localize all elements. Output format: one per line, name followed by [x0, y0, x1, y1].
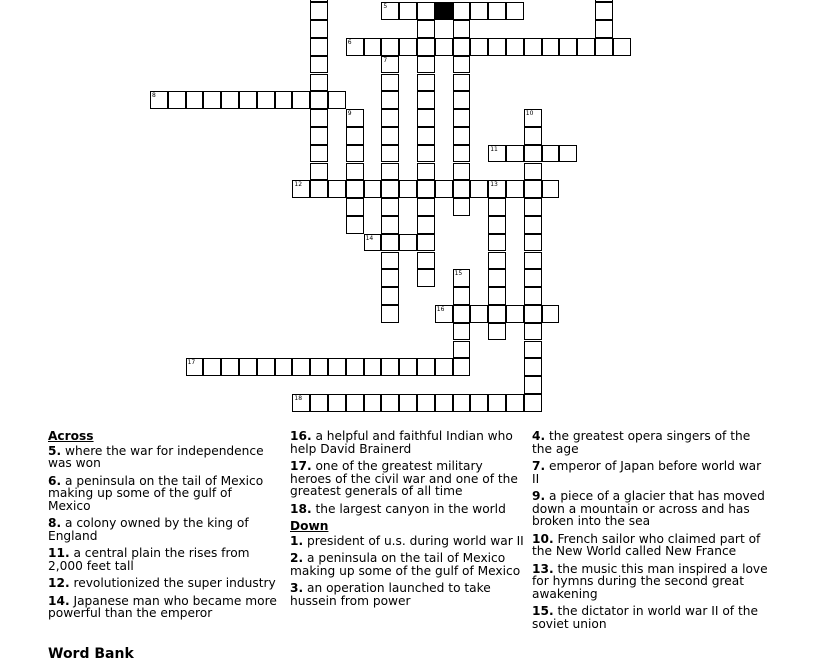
crossword-cell[interactable] — [346, 394, 364, 412]
crossword-cell[interactable] — [310, 127, 328, 145]
crossword-cell[interactable] — [524, 252, 542, 270]
crossword-cell[interactable] — [417, 91, 435, 109]
crossword-cell[interactable] — [435, 180, 453, 198]
crossword-cell[interactable] — [488, 394, 506, 412]
crossword-cell[interactable] — [292, 91, 310, 109]
clues-column-2 — [290, 430, 525, 612]
crossword-cell[interactable] — [150, 91, 168, 109]
crossword-cell[interactable] — [559, 145, 577, 163]
crossword-cell[interactable] — [453, 180, 471, 198]
crossword-cell[interactable] — [542, 38, 560, 56]
crossword-cell[interactable] — [381, 394, 399, 412]
cell-number: 5 — [383, 3, 388, 11]
crossword-cell[interactable] — [435, 358, 453, 376]
crossword-cell[interactable] — [453, 127, 471, 145]
crossword-cell[interactable] — [381, 252, 399, 270]
crossword-cell[interactable] — [417, 216, 435, 234]
crossword-cell[interactable] — [524, 376, 542, 394]
crossword-cell[interactable] — [488, 269, 506, 287]
crossword-cell[interactable] — [381, 305, 399, 323]
crossword-cell[interactable] — [470, 38, 488, 56]
crossword-cell[interactable] — [168, 91, 186, 109]
crossword-cell[interactable] — [381, 127, 399, 145]
crossword-cell[interactable] — [328, 180, 346, 198]
clues-column-1 — [48, 430, 278, 625]
crossword-cell[interactable] — [524, 323, 542, 341]
clue-across-6: 6. a peninsula on the tail of Mexico making up some of the gulf of Mexico — [48, 473, 264, 513]
crossword-cell[interactable] — [417, 198, 435, 216]
cell-number: 15 — [454, 270, 463, 278]
crossword-cell[interactable] — [346, 198, 364, 216]
crossword-cell[interactable] — [488, 198, 506, 216]
crossword-cell[interactable] — [453, 38, 471, 56]
crossword-cell[interactable] — [453, 109, 471, 127]
crossword-cell[interactable] — [310, 38, 328, 56]
crossword-cell[interactable] — [346, 163, 364, 181]
cell-number: 14 — [365, 234, 374, 242]
crossword-cell[interactable] — [488, 234, 506, 252]
crossword-cell[interactable] — [364, 234, 382, 252]
crossword-cell[interactable] — [292, 180, 310, 198]
cell-number: 8 — [152, 92, 156, 100]
crossword-cell[interactable] — [186, 91, 204, 109]
crossword-cell[interactable] — [524, 216, 542, 234]
crossword-cell[interactable] — [506, 180, 524, 198]
crossword-cell[interactable] — [364, 394, 382, 412]
crossword-cell[interactable] — [346, 145, 364, 163]
crossword-block-cell — [435, 2, 453, 20]
cell-number: 9 — [347, 110, 352, 118]
clue-down-15: 15. the dictator in world war II of the soviet union — [532, 604, 758, 631]
crossword-cell[interactable] — [381, 234, 399, 252]
crossword-cell[interactable] — [346, 180, 364, 198]
crossword-cell[interactable] — [417, 2, 435, 20]
clue-across-16: 16. a helpful and faithful Indian who help David Brainerd — [290, 429, 513, 456]
crossword-cell[interactable] — [417, 252, 435, 270]
crossword-cell[interactable] — [310, 358, 328, 376]
crossword-cell[interactable] — [453, 91, 471, 109]
crossword-cell[interactable] — [417, 358, 435, 376]
crossword-cell[interactable] — [453, 394, 471, 412]
crossword-cell[interactable] — [346, 109, 364, 127]
crossword-cell[interactable] — [453, 305, 471, 323]
crossword-cell[interactable] — [381, 269, 399, 287]
clue-down-4: 4. the greatest opera singers of the the age — [532, 429, 751, 456]
crossword-cell[interactable] — [577, 38, 595, 56]
clue-across-17: 17. one of the greatest military heroes of the civil war and one of the greatest generals of all time — [290, 459, 518, 498]
crossword-cell[interactable] — [346, 127, 364, 145]
crossword-cell[interactable] — [310, 394, 328, 412]
clue-across-11: 11. a central plain the rises from 2,000 feet tall — [48, 546, 250, 573]
crossword-cell[interactable] — [506, 2, 524, 20]
crossword-cell[interactable] — [381, 163, 399, 181]
clue-down-9: 9. a piece of a glacier that has moved down a mountain or across and has broken into the sea — [532, 489, 765, 528]
crossword-cell[interactable] — [524, 287, 542, 305]
clue-across-18: 18. the largest canyon in the world — [290, 501, 506, 516]
crossword-cell[interactable] — [417, 163, 435, 181]
crossword-cell[interactable] — [310, 2, 328, 20]
crossword-cell[interactable] — [292, 394, 310, 412]
crossword-cell[interactable] — [506, 38, 524, 56]
crossword-cell[interactable] — [364, 358, 382, 376]
crossword-cell[interactable] — [595, 38, 613, 56]
crossword-cell[interactable] — [417, 56, 435, 74]
crossword-cell[interactable] — [470, 2, 488, 20]
crossword-cell[interactable] — [381, 358, 399, 376]
crossword-cell[interactable] — [257, 358, 275, 376]
crossword-cell[interactable] — [310, 163, 328, 181]
crossword-cell[interactable] — [186, 358, 204, 376]
crossword-cell[interactable] — [292, 358, 310, 376]
across-heading: Across — [48, 429, 94, 443]
clue-down-7: 7. emperor of Japan before world war II — [532, 459, 762, 486]
crossword-cell[interactable] — [381, 216, 399, 234]
crossword-cell[interactable] — [417, 234, 435, 252]
crossword-cell[interactable] — [595, 2, 613, 20]
clues-column-3 — [532, 430, 772, 635]
crossword-cell[interactable] — [524, 269, 542, 287]
crossword-cell[interactable] — [399, 358, 417, 376]
crossword-cell[interactable] — [559, 38, 577, 56]
clue-across-14: 14. Japanese man who became more powerful than the emperor — [48, 593, 277, 620]
crossword-cell[interactable] — [310, 20, 328, 38]
clue-down-2: 2. a peninsula on the tail of Mexico making up some of the gulf of Mexico — [290, 551, 521, 578]
crossword-cell[interactable] — [417, 127, 435, 145]
crossword-cell[interactable] — [542, 305, 560, 323]
clue-down-1: 1. president of u.s. during world war II — [290, 533, 524, 548]
crossword-cell[interactable] — [453, 163, 471, 181]
crossword-cell[interactable] — [435, 38, 453, 56]
crossword-cell[interactable] — [435, 394, 453, 412]
crossword-cell[interactable] — [381, 145, 399, 163]
crossword-cell[interactable] — [524, 109, 542, 127]
crossword-cell[interactable] — [346, 358, 364, 376]
crossword-cell[interactable] — [381, 109, 399, 127]
crossword-cell[interactable] — [417, 74, 435, 92]
crossword-cell[interactable] — [381, 74, 399, 92]
crossword-cell[interactable] — [488, 38, 506, 56]
crossword-cell[interactable] — [506, 305, 524, 323]
crossword-cell[interactable] — [310, 74, 328, 92]
crossword-cell[interactable] — [346, 216, 364, 234]
crossword-cell[interactable] — [524, 394, 542, 412]
crossword-cell[interactable] — [275, 91, 293, 109]
crossword-cell[interactable] — [435, 305, 453, 323]
crossword-cell[interactable] — [488, 252, 506, 270]
crossword-cell[interactable] — [399, 2, 417, 20]
crossword-cell[interactable] — [239, 358, 257, 376]
cell-number: 12 — [294, 181, 303, 189]
cell-number: 17 — [187, 359, 196, 367]
crossword-cell[interactable] — [328, 394, 346, 412]
clue-across-8: 8. a colony owned by the king of England — [48, 516, 249, 543]
crossword-cell[interactable] — [453, 269, 471, 287]
crossword-cell[interactable] — [488, 180, 506, 198]
crossword-cell[interactable] — [381, 198, 399, 216]
crossword-cell[interactable] — [488, 305, 506, 323]
crossword-cell[interactable] — [381, 56, 399, 74]
crossword-cell[interactable] — [524, 341, 542, 359]
crossword-cell[interactable] — [417, 394, 435, 412]
crossword-cell[interactable] — [381, 287, 399, 305]
crossword-cell[interactable] — [203, 358, 221, 376]
crossword-cell[interactable] — [524, 358, 542, 376]
crossword-cell[interactable] — [542, 180, 560, 198]
crossword-cell[interactable] — [310, 91, 328, 109]
crossword-cell[interactable] — [488, 287, 506, 305]
crossword-cell[interactable] — [381, 38, 399, 56]
cell-number: 7 — [383, 56, 388, 64]
crossword-cell[interactable] — [417, 180, 435, 198]
crossword-cell[interactable] — [221, 91, 239, 109]
crossword-cell[interactable] — [399, 394, 417, 412]
crossword-cell[interactable] — [310, 56, 328, 74]
crossword-cell[interactable] — [417, 20, 435, 38]
crossword-cell[interactable] — [524, 198, 542, 216]
crossword-cell[interactable] — [417, 269, 435, 287]
crossword-cell[interactable] — [203, 91, 221, 109]
crossword-cell[interactable] — [470, 180, 488, 198]
crossword-cell[interactable] — [470, 305, 488, 323]
crossword-cell[interactable] — [399, 180, 417, 198]
crossword-cell[interactable] — [310, 109, 328, 127]
down-heading: Down — [290, 519, 329, 533]
cell-number: 10 — [525, 110, 534, 118]
crossword-cell[interactable] — [524, 38, 542, 56]
cell-number: 6 — [347, 38, 352, 46]
crossword-cell[interactable] — [542, 145, 560, 163]
crossword-cell[interactable] — [506, 394, 524, 412]
clue-across-5: 5. where the war for independence was won — [48, 443, 264, 470]
crossword-cell[interactable] — [453, 358, 471, 376]
crossword-cell[interactable] — [239, 91, 257, 109]
crossword-cell[interactable] — [453, 20, 471, 38]
crossword-cell[interactable] — [470, 394, 488, 412]
crossword-cell[interactable] — [417, 38, 435, 56]
crossword-cell[interactable] — [488, 145, 506, 163]
crossword-cell[interactable] — [381, 91, 399, 109]
cell-number: 13 — [490, 181, 498, 189]
crossword-cell[interactable] — [346, 38, 364, 56]
crossword-cell[interactable] — [524, 127, 542, 145]
clue-across-12: 12. revolutionized the super industry — [48, 576, 276, 590]
crossword-cell[interactable] — [506, 145, 524, 163]
crossword-cell[interactable] — [310, 180, 328, 198]
crossword-cell[interactable] — [275, 358, 293, 376]
crossword-cell[interactable] — [381, 2, 399, 20]
crossword-cell[interactable] — [524, 305, 542, 323]
cell-number: 16 — [436, 305, 445, 313]
crossword-cell[interactable] — [453, 2, 471, 20]
clue-down-3: 3. an operation launched to take hussein from power — [290, 581, 491, 608]
crossword-cell[interactable] — [524, 145, 542, 163]
crossword-cell[interactable] — [595, 20, 613, 38]
word-bank-heading: Word Bank — [48, 646, 134, 662]
crossword-cell[interactable] — [328, 358, 346, 376]
clue-down-13: 13. the music this man inspired a love for hymns during the second great awakening — [532, 561, 768, 601]
crossword-cell[interactable] — [381, 180, 399, 198]
crossword-cell[interactable] — [453, 341, 471, 359]
crossword-cell[interactable] — [221, 358, 239, 376]
crossword-cell[interactable] — [524, 163, 542, 181]
crossword-cell[interactable] — [417, 145, 435, 163]
crossword-cell[interactable] — [453, 323, 471, 341]
cell-number: 11 — [490, 145, 498, 153]
cell-number: 18 — [294, 394, 303, 402]
crossword-cell[interactable] — [328, 91, 346, 109]
crossword-cell[interactable] — [453, 287, 471, 305]
crossword-cell[interactable] — [453, 74, 471, 92]
crossword-cell[interactable] — [453, 56, 471, 74]
crossword-cell[interactable] — [524, 234, 542, 252]
clue-down-10: 10. French sailor who claimed part of the New World called New France — [532, 531, 761, 558]
crossword-cell[interactable] — [453, 145, 471, 163]
crossword-cell[interactable] — [364, 180, 382, 198]
crossword-cell[interactable] — [524, 180, 542, 198]
crossword-cell[interactable] — [453, 198, 471, 216]
crossword-cell[interactable] — [399, 38, 417, 56]
crossword-cell[interactable] — [613, 38, 631, 56]
crossword-cell[interactable] — [399, 234, 417, 252]
crossword-cell[interactable] — [488, 323, 506, 341]
crossword-cell[interactable] — [364, 38, 382, 56]
crossword-cell[interactable] — [488, 2, 506, 20]
crossword-cell[interactable] — [257, 91, 275, 109]
crossword-cell[interactable] — [417, 109, 435, 127]
crossword-cell[interactable] — [310, 145, 328, 163]
crossword-cell[interactable] — [488, 216, 506, 234]
